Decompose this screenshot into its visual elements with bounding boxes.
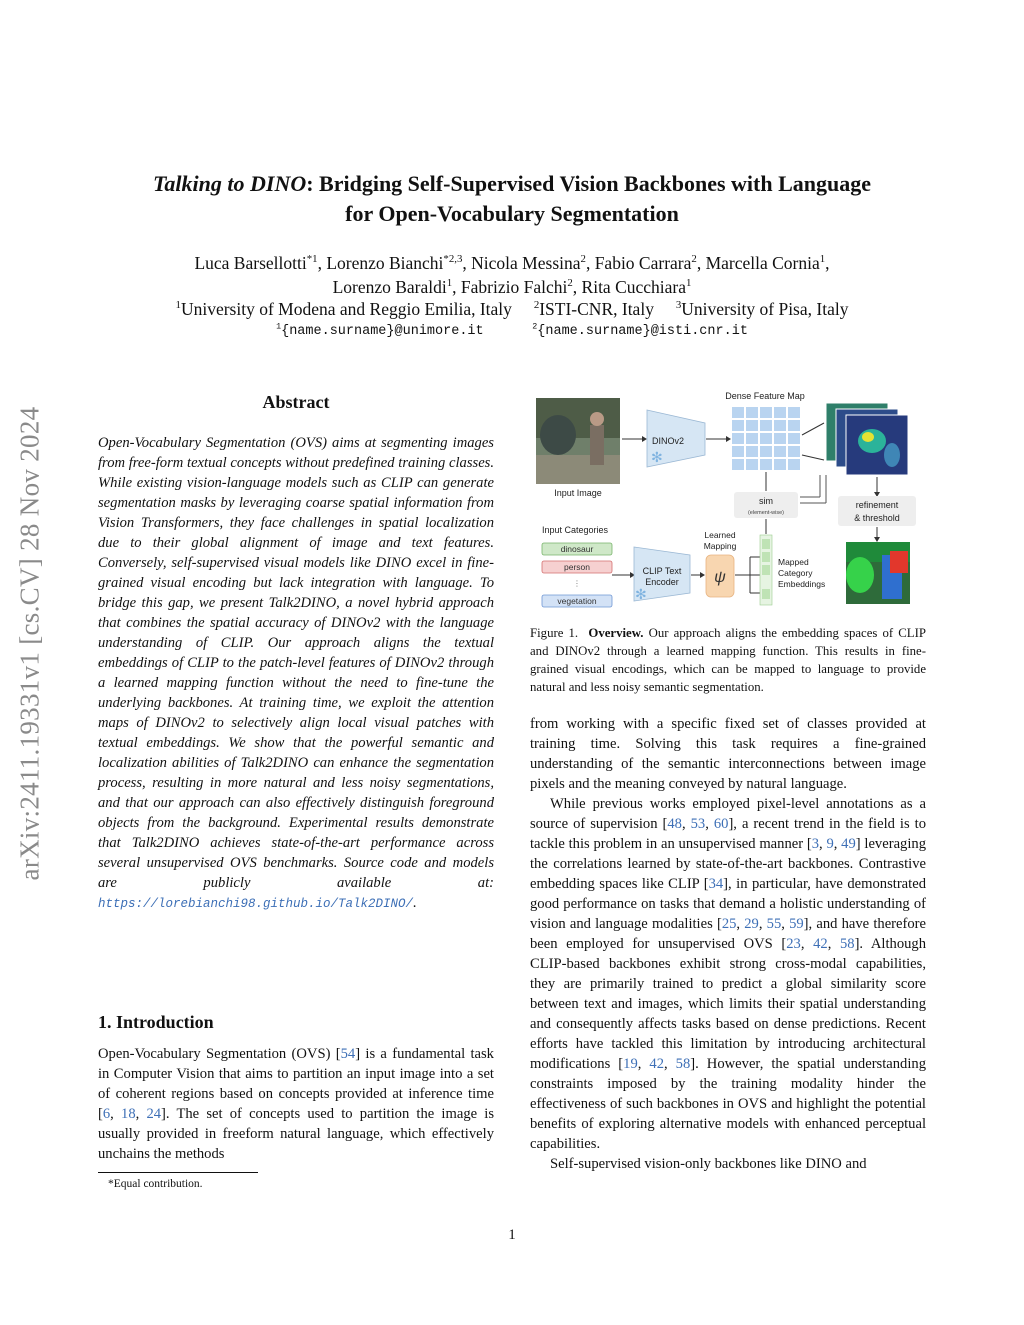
psi-symbol: ψ	[714, 569, 726, 586]
author-sup: *2,3	[443, 253, 463, 266]
feature-patch	[774, 433, 786, 444]
author: Lorenzo Baraldi	[332, 277, 447, 297]
category-dinosaur: dinosaur	[560, 544, 594, 554]
affiliation: University of Pisa, Italy	[681, 299, 849, 319]
figure-caption	[530, 624, 926, 696]
citation-link[interactable]: 19	[623, 1056, 638, 1072]
arxiv-identifier: arXiv:2411.19331v1 [cs.CV] 28 Nov 2024	[14, 406, 45, 881]
caption-bold: Overview.	[588, 626, 644, 640]
similarity-heatmaps	[826, 403, 908, 475]
label-input-image: Input Image	[554, 488, 602, 498]
feature-patch	[788, 446, 800, 457]
label-sim-sub: (element-wise)	[747, 510, 785, 516]
label-clip-2: Encoder	[645, 577, 679, 587]
text: While previous works employed pixel-level annotations as a source of supervision [	[530, 796, 926, 832]
feature-patch	[788, 459, 800, 470]
citation-link[interactable]: 55	[766, 916, 782, 932]
feature-patch	[760, 446, 772, 457]
input-image-thumbnail	[536, 398, 620, 484]
text: ]. Although CLIP-based backbones exhibit strong cross-modal capabilities, they are primarily trained to predict a global similarity score between text and images, which limits their spatial understanding and consequently affects tasks based on dense predictions. Recent efforts have tackled this limitation by introducing architectural modifications [	[530, 936, 927, 1072]
author: Marcella Cornia	[705, 253, 820, 273]
paper-title	[100, 169, 924, 229]
frozen-snowflake-icon: ✻	[651, 449, 663, 465]
email[interactable]: {name.surname}@unimore.it	[281, 324, 484, 339]
citation-link[interactable]: 58	[839, 936, 855, 952]
paragraph: While previous works employed pixel-level annotations as a source of supervision [48, 53, 60], a recent trend in the field is to tackle this problem in an unsupervised manner [3, 9, 49] leveraging the correlations learned by state-of-the-art backbones. Contrastive embedding spaces like CLIP [34], in particular, have demonstrated good performance on tasks that demand a holistic understanding of vision and language modalities [25, 29, 55, 59], and have therefore been employed for unsupervised OVS [23, 42, 58]. Although CLIP-based backbones exhibit strong cross-modal capabilities, they are primarily trained to predict a global similarity score between text and images, which limits their spatial understanding and consequently affects tasks based on dense predictions. Recent efforts have tackled this limitation by introducing architectural modifications [19, 42, 58]. However, the spatial understanding constraints imposed by the training modality hinder the effectiveness of such backbones in OVS and highlight the potential benefits of exploring alternative models with enhanced perceptual capabilities.	[530, 796, 927, 1152]
email[interactable]: {name.surname}@isti.cnr.it	[537, 324, 748, 339]
text: ] leveraging the correlations learned by state-of-the-art backbones. Contrastive embedding spaces like CLIP [	[530, 836, 926, 892]
author-list: Luca Barsellotti$^{*1}$, Lorenzo Bianchi$^{*2,3}$, Nicola Messina$^2$, Fabio Carrara$^2$, Marcella Cornia$^1$, Lorenzo Baraldi$^1$, Fabrizio Falchi$^2$, Rita Cucchiara$^1$	[194, 253, 830, 297]
abstract-end: .	[413, 895, 417, 911]
label-mapped-3: Embeddings	[778, 579, 826, 589]
abstract-heading: Abstract	[262, 392, 330, 412]
email-sup: 2	[532, 321, 538, 332]
footnote-rule	[98, 1172, 258, 1173]
label-refinement-2: & threshold	[854, 513, 900, 523]
author: Luca Barsellotti	[194, 253, 307, 273]
citation-link[interactable]: 42	[649, 1056, 664, 1072]
caption-label: Figure 1.	[530, 626, 579, 640]
author: Fabrizio Falchi	[460, 277, 568, 297]
citation-link[interactable]: 54	[340, 1046, 356, 1062]
citation-link[interactable]: 60	[713, 816, 729, 832]
feature-patch	[788, 433, 800, 444]
citation-link[interactable]: 42	[813, 936, 828, 952]
citation-link[interactable]: 6	[102, 1106, 111, 1122]
feature-patch	[732, 433, 744, 444]
citation-link[interactable]: 23	[786, 936, 801, 952]
author-sup: 1	[446, 277, 453, 290]
feature-patch	[746, 420, 758, 431]
project-link[interactable]: https://lorebianchi98.github.io/Talk2DINO/	[98, 897, 414, 911]
feature-patch	[732, 446, 744, 457]
author: Fabio Carrara	[594, 253, 692, 273]
author-sup: 2	[580, 253, 586, 266]
category-ellipsis: ⋮	[573, 579, 581, 588]
label-input-categories: Input Categories	[542, 525, 609, 535]
citation-link[interactable]: 59	[789, 916, 804, 932]
affil-sup: 1	[175, 299, 181, 312]
feature-patch	[746, 459, 758, 470]
citation-link[interactable]: 29	[744, 916, 759, 932]
feature-patch	[732, 459, 744, 470]
label-refinement-1: refinement	[855, 500, 899, 510]
emails	[100, 321, 924, 339]
right-column-body	[530, 714, 926, 1174]
feature-patch	[760, 407, 772, 418]
abstract-body	[98, 433, 494, 914]
frozen-snowflake-icon: ✻	[635, 586, 647, 602]
email-sup: 1	[276, 321, 282, 332]
feature-patch	[746, 407, 758, 418]
feature-patch	[746, 433, 758, 444]
feature-patch	[774, 407, 786, 418]
label-clip-1: CLIP Text	[642, 566, 682, 576]
output-segmentation	[846, 542, 910, 604]
author-sup: 2	[691, 253, 697, 266]
label-learned-1: Learned	[704, 530, 736, 540]
page-number: 1	[508, 1227, 516, 1243]
text: ]. However, the spatial understanding constraints imposed by the training modality hinder the effectiveness of such backbones in OVS and highlight the potential benefits of exploring alternative models with enhanced perceptual capabilities.	[530, 1056, 927, 1152]
caption-text: Our approach aligns the embedding spaces of CLIP and DINOv2 through a learned mapping function. This results in fine-grained visual encodings, which can be mapped to language to provide natural and less noisy semantic segmentation.	[530, 626, 927, 694]
affiliation: ISTI-CNR, Italy	[539, 299, 654, 319]
paragraph: from working with a specific fixed set of classes provided at training time. Solving this task requires a fine-grained understanding of the semantic interconnections between image pixels and the meaning conveyed by natural language.	[530, 716, 926, 792]
label-dinov2: DINOv2	[652, 436, 685, 446]
section-heading-introduction: 1. Introduction	[98, 1012, 214, 1032]
label-mapped-2: Category	[778, 568, 813, 578]
text: ], and have therefore been employed for unsupervised OVS [	[530, 916, 926, 952]
feature-patch	[746, 446, 758, 457]
author-sup: 1	[686, 277, 692, 290]
abstract-text: Open-Vocabulary Segmentation (OVS) aims at segmenting images from free-form textual concepts without predefined training classes. While existing vision-language models such as CLIP can generate segmentation masks by leveraging coarse spatial information from Vision Transformers, they face challenges in spatial localization due to their global alignment of image and text features. Conversely, self-supervised visual models like DINO excel in fine-grained visual encoding but lack integration with language. To bridge this gap, we present Talk2DINO, a novel hybrid approach that combines the spatial accuracy of DINOv2 with the language understanding of CLIP. Our approach aligns the textual embeddings of CLIP to the patch-level features of DINOv2 through a learned mapping function without the need to fine-tune the underlying backbones. At training time, we exploit the attention maps of DINOv2 to selectively align local visual patches with textual embeddings. We show that the powerful semantic and localization abilities of Talk2DINO can enhance the segmentation process, resulting in more natural and less noisy segmentations, and that our approach can also effectively distinguish foreground objects from the background. Experimental results demonstrate that Talk2DINO achieves state-of-the-art performance across several unsupervised OVS benchmarks. Source code and models are publicly available at:	[98, 435, 494, 891]
label-sim: sim	[759, 496, 773, 506]
author-sup: *1	[306, 253, 318, 266]
citation-link[interactable]: 34	[708, 876, 724, 892]
title-italic: Talking to DINO	[153, 171, 307, 196]
text: ]. The set of concepts used to partition the image is usually provided in freeform natural language, which effectively unchains the methods	[98, 1106, 495, 1162]
title-line2: for Open-Vocabulary Segmentation	[345, 201, 679, 226]
category-person: person	[564, 562, 590, 572]
text: ], a recent trend in the field is to tackle this problem in an unsupervised manner [	[530, 816, 926, 852]
footnote: *Equal contribution.	[108, 1178, 203, 1190]
author: Nicola Messina	[471, 253, 581, 273]
feature-patch	[774, 446, 786, 457]
citation-link[interactable]: 25	[721, 916, 737, 932]
citation-link[interactable]: 49	[841, 836, 856, 852]
author: Lorenzo Bianchi	[326, 253, 444, 273]
citation-link[interactable]: 53	[690, 816, 706, 832]
label-dense-feature-map: Dense Feature Map	[725, 391, 805, 401]
dense-feature-grid	[732, 407, 800, 470]
feature-patch	[760, 459, 772, 470]
feature-patch	[732, 420, 744, 431]
label-learned-2: Mapping	[703, 541, 737, 551]
feature-patch	[774, 459, 786, 470]
feature-patch	[760, 433, 772, 444]
feature-patch	[774, 420, 786, 431]
figure-overview	[530, 385, 930, 617]
feature-patch	[732, 407, 744, 418]
paragraph: Self-supervised vision-only backbones like DINO and	[550, 1156, 867, 1172]
text: ] is a fundamental task in Computer Vision that aims to partition an input image into a set of coherent regions based on concepts provided at inference time [	[98, 1046, 494, 1122]
feature-patch	[788, 420, 800, 431]
text: Open-Vocabulary Segmentation (OVS) [	[98, 1046, 341, 1062]
feature-patch	[760, 420, 772, 431]
author-sup: 2	[567, 277, 573, 290]
category-vegetation: vegetation	[557, 596, 597, 606]
text: ], in particular, have demonstrated good performance on tasks that demand a holistic understanding of vision and language modalities [	[530, 876, 926, 932]
citation-link[interactable]: 58	[675, 1056, 691, 1072]
citation-link[interactable]: 18	[121, 1106, 136, 1122]
affiliations	[100, 297, 924, 321]
citation-link[interactable]: 9	[826, 836, 834, 852]
feature-patch	[788, 407, 800, 418]
label-mapped-1: Mapped	[778, 557, 809, 567]
citation-link[interactable]: 48	[667, 816, 682, 832]
introduction-body: Open-Vocabulary Segmentation (OVS) [54] is a fundamental task in Computer Vision that aims to partition an input image into a set of coherent regions based on concepts provided at inference time [6, 18, 24]. The set of concepts used to partition the image is usually provided in freeform natural language, which effectively unchains the methods	[98, 1046, 495, 1162]
mapped-embeddings-column	[760, 535, 772, 605]
affil-sup: 3	[675, 299, 682, 312]
author: Rita Cucchiara	[581, 277, 687, 297]
affiliation: University of Modena and Reggio Emilia, Italy	[180, 299, 512, 319]
author-sup: 1	[819, 253, 826, 266]
affil-sup: 2	[533, 299, 540, 312]
citation-link[interactable]: 24	[146, 1106, 162, 1122]
title-line1: : Bridging Self-Supervised Vision Backbones with Language	[306, 171, 871, 196]
citation-link[interactable]: 3	[811, 836, 820, 852]
